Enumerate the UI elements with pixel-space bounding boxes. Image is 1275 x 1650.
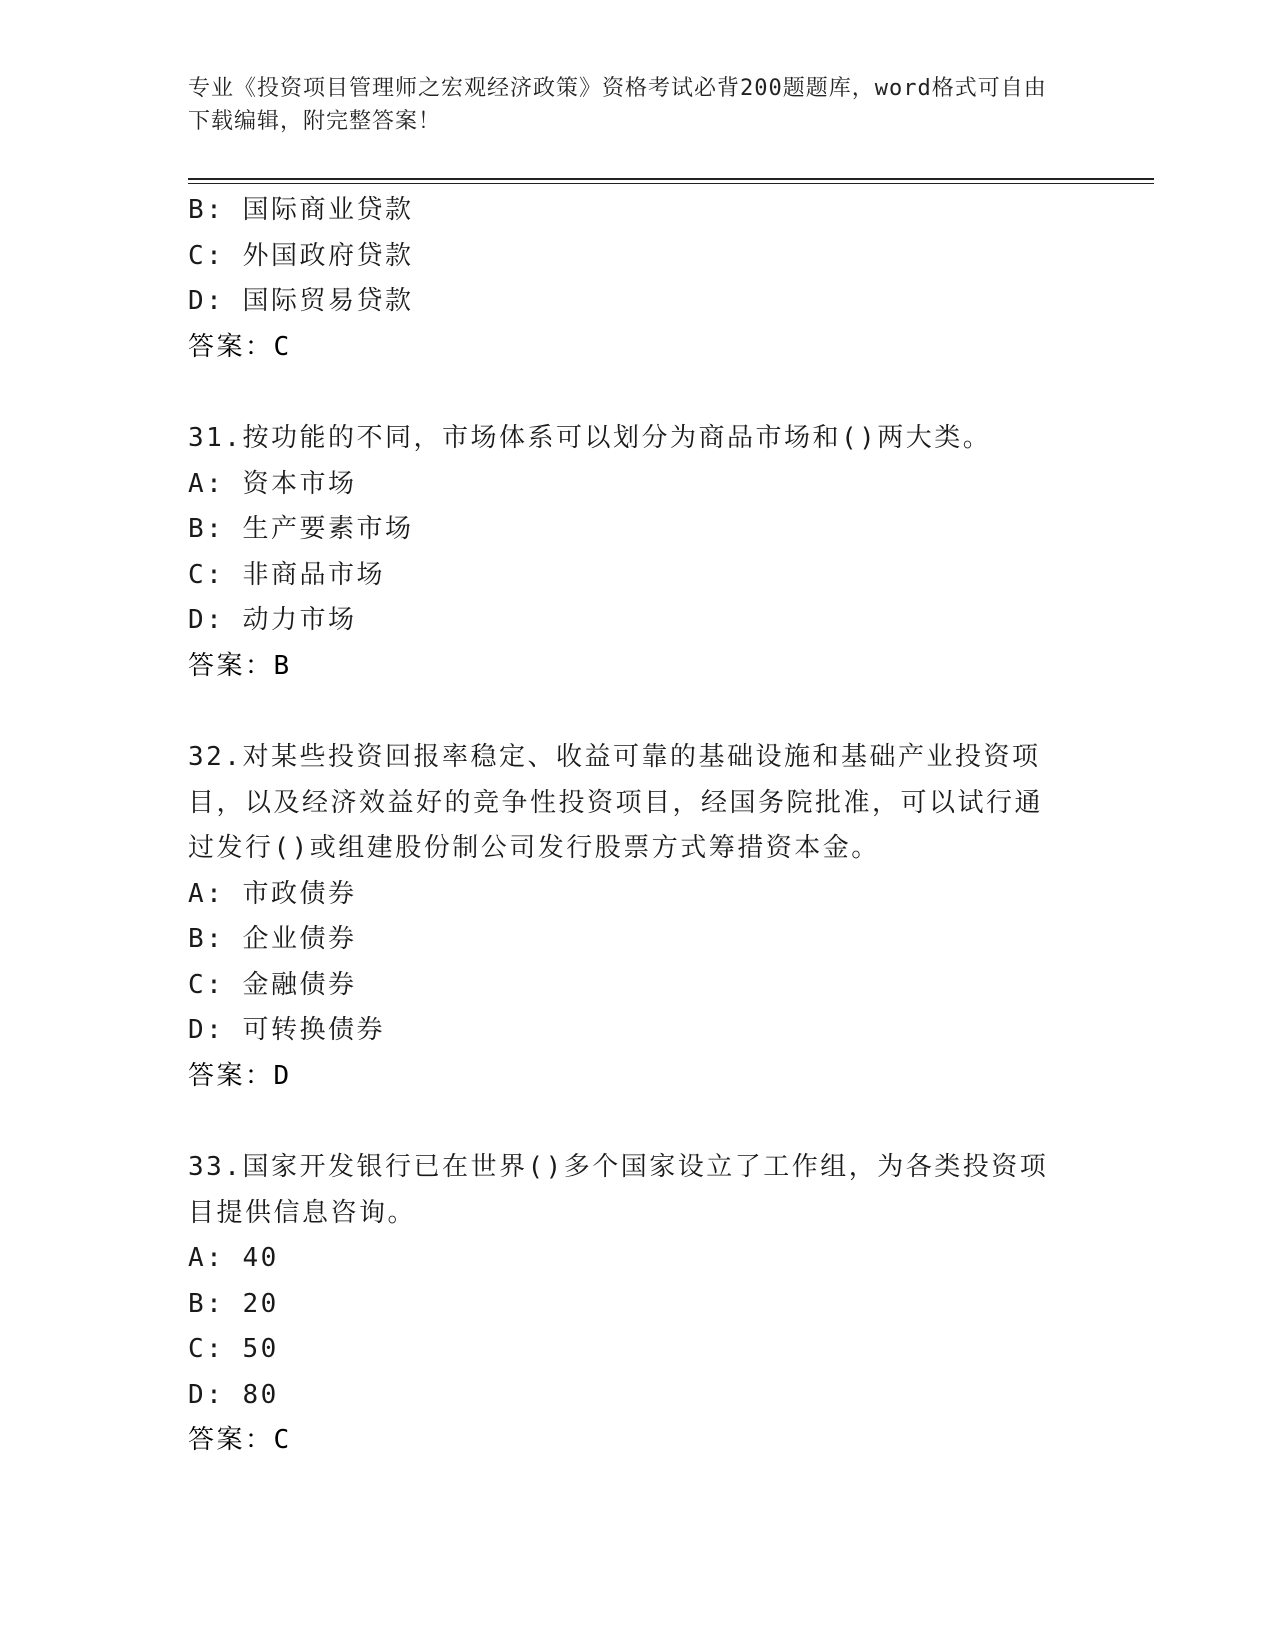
- option-a: A: 资本市场: [188, 468, 357, 499]
- answer-line: 答案：B: [188, 650, 292, 681]
- spacer: [188, 1099, 1088, 1145]
- question-33: [188, 1145, 1088, 1464]
- option-c: C: 50: [188, 1334, 279, 1364]
- option-d: D: 国际贸易贷款: [188, 286, 414, 316]
- option-a: A: 40: [188, 1243, 279, 1273]
- question-text: 33.国家开发银行已在世界()多个国家设立了工作组，为各类投资项目提供信息咨询。: [188, 1152, 1049, 1228]
- question-32: [188, 735, 1088, 1099]
- spacer: [188, 689, 1088, 735]
- answer-line: 答案：C: [188, 1425, 292, 1455]
- header-rule-thin: [188, 183, 1154, 184]
- answer-line: 答案：C: [188, 331, 292, 362]
- option-b: B: 企业债券: [188, 924, 357, 954]
- option-b: B: 国际商业贷款: [188, 195, 414, 225]
- option-b: B: 生产要素市场: [188, 514, 414, 544]
- option-d: D: 80: [188, 1379, 279, 1410]
- option-a: A: 市政债券: [188, 878, 357, 909]
- option-c: C: 金融债券: [188, 969, 357, 1000]
- header-rule-thick: [188, 178, 1154, 180]
- option-b: B: 20: [188, 1288, 279, 1319]
- answer-line: 答案：D: [188, 1060, 292, 1091]
- spacer: [188, 370, 1088, 416]
- previous-question-tail: [188, 188, 1088, 370]
- document-body: [188, 188, 1088, 1464]
- option-d: D: 动力市场: [188, 605, 357, 635]
- question-text: 31.按功能的不同，市场体系可以划分为商品市场和()两大类。: [188, 423, 992, 453]
- option-c: C: 外国政府贷款: [188, 240, 414, 271]
- question-text: 32.对某些投资回报率稳定、收益可靠的基础设施和基础产业投资项目，以及经济效益好的竞争性投资项目，经国务院批准，可以试行通过发行()或组建股份制公司发行股票方式筹措资本金。: [188, 742, 1044, 863]
- option-c: C: 非商品市场: [188, 559, 385, 590]
- option-d: D: 可转换债券: [188, 1015, 385, 1045]
- question-31: [188, 416, 1088, 689]
- document-header: 专业《投资项目管理师之宏观经济政策》资格考试必背200题题库，word格式可自由下载编辑，附完整答案！: [188, 76, 1047, 134]
